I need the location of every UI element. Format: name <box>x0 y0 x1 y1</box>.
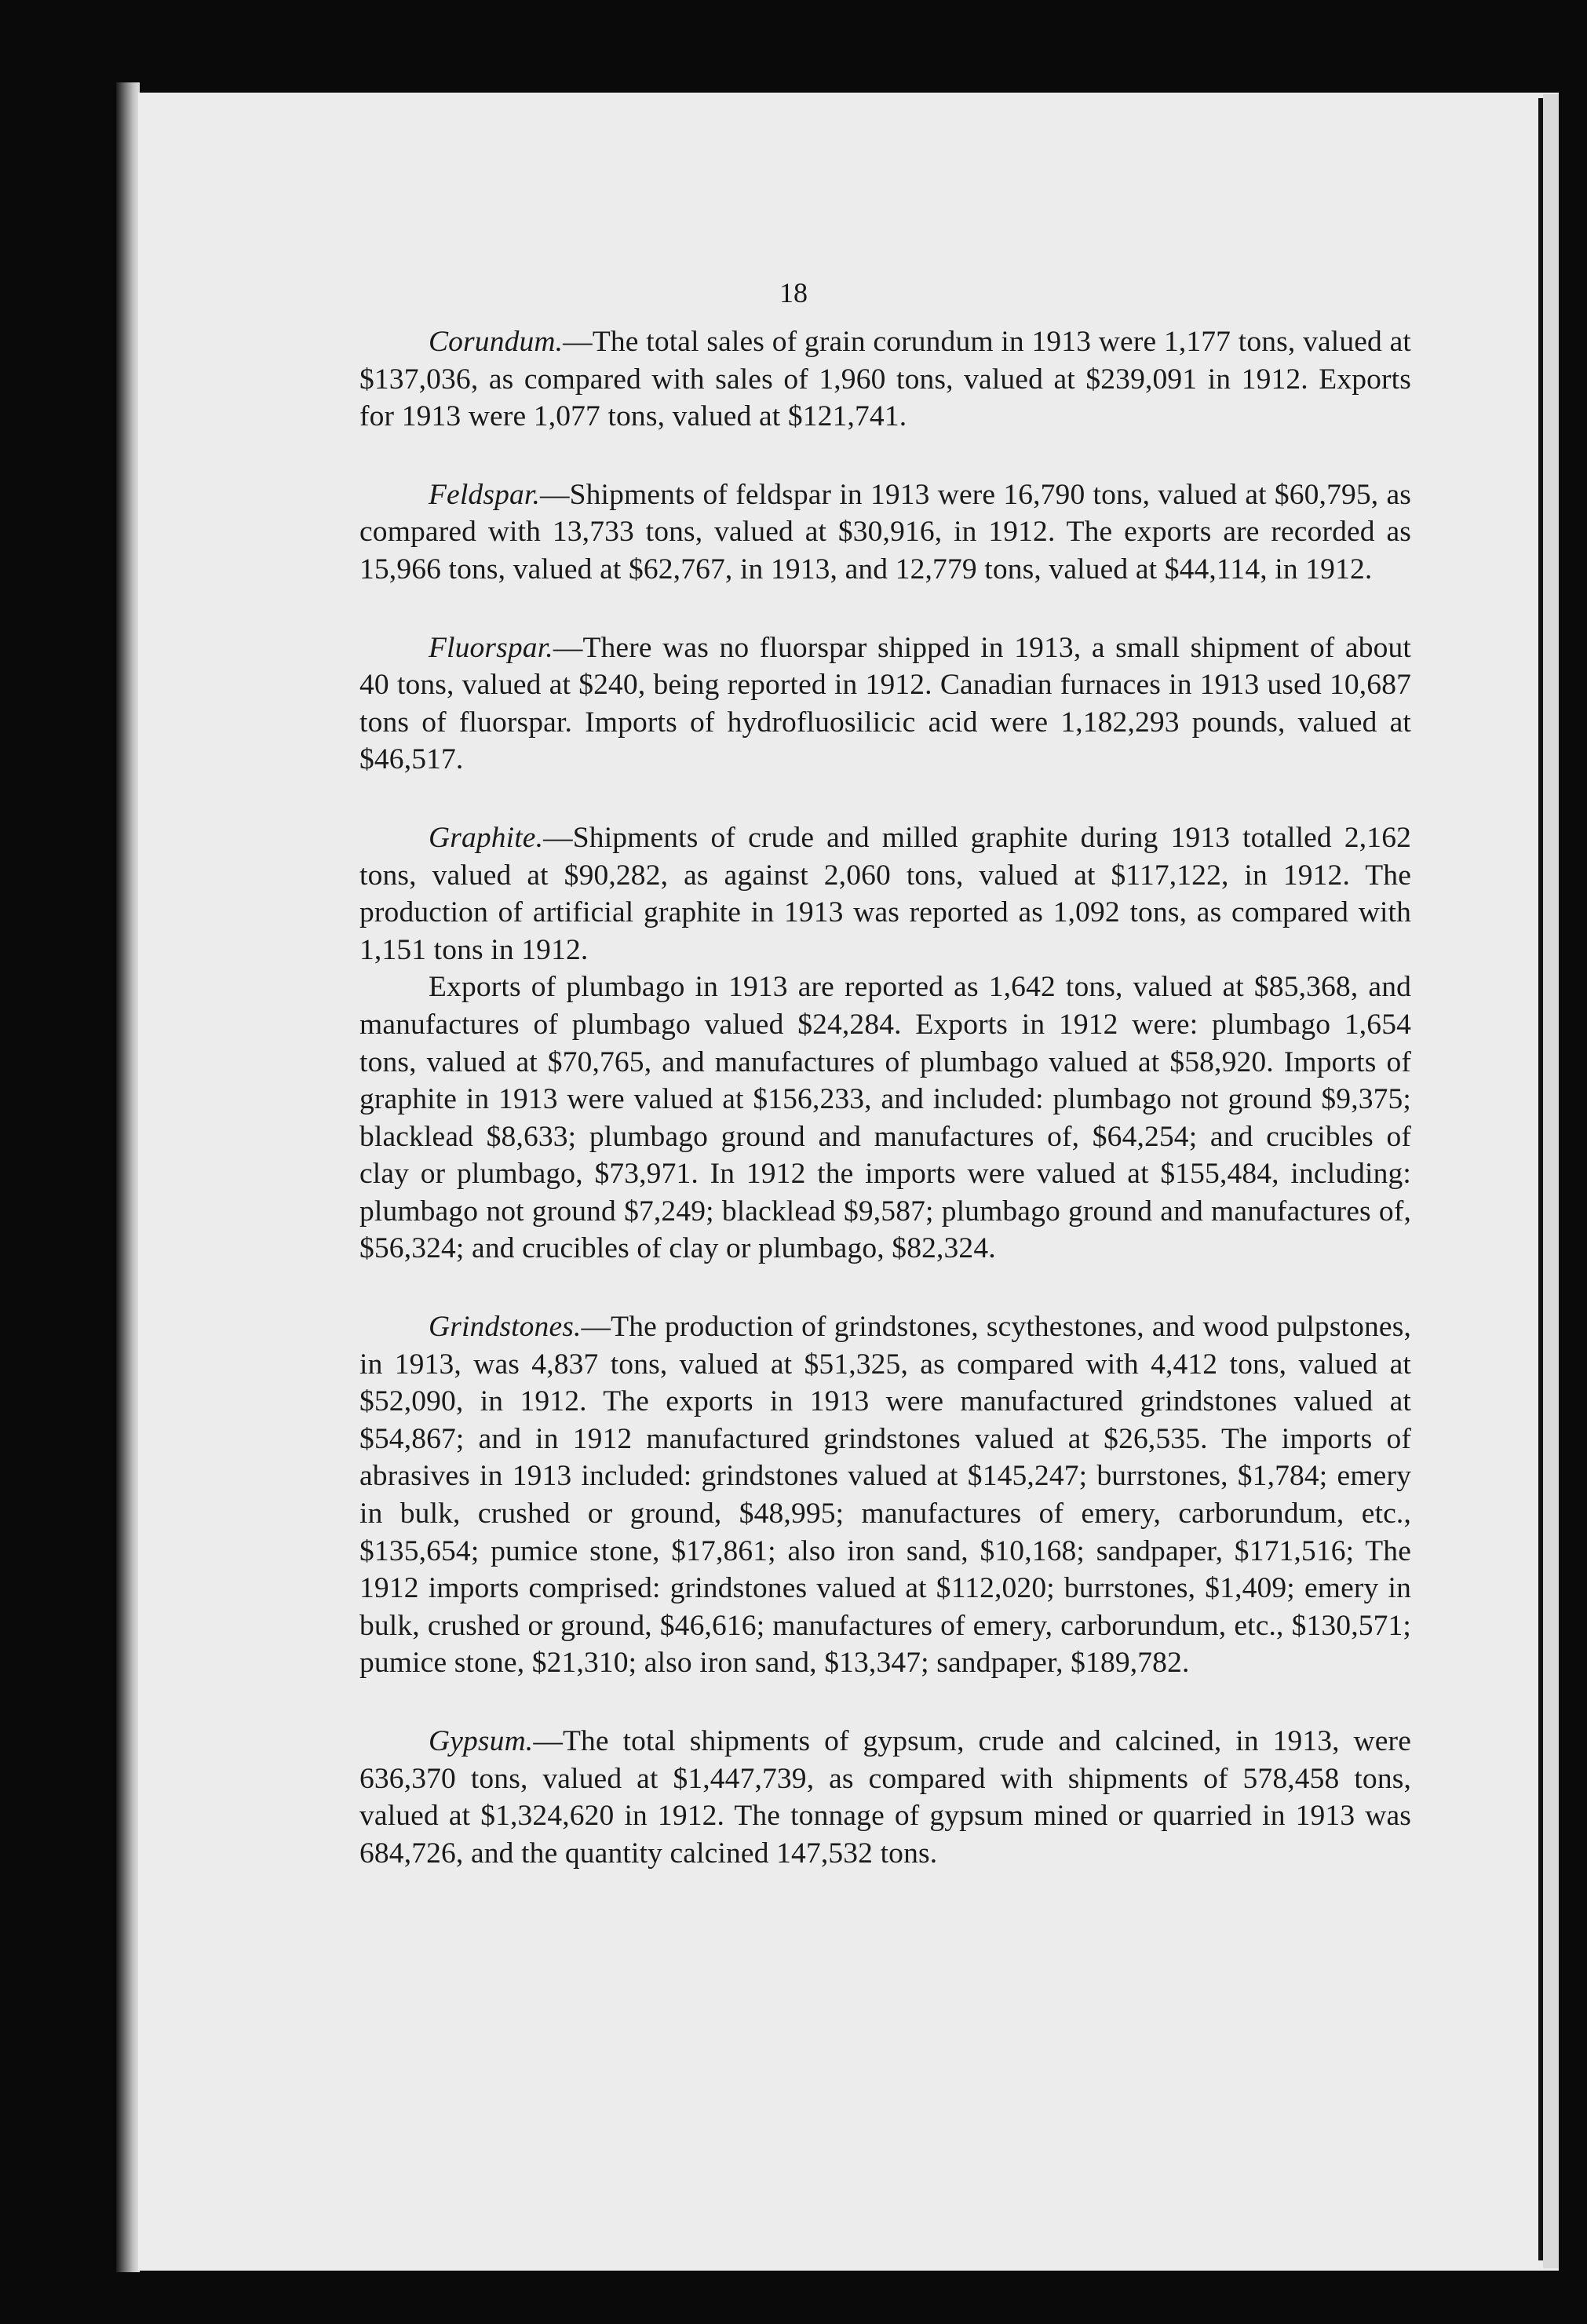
text-grindstones: —The production of grindstones, scythestones, and wood pulpstones, in 1913, was 4,837 tons, valued at $51,325, as compared with 4,412 tons, valued at $52,090, in 1912. The exports in 1913 were manufactured grindstones valued at $54,867; and in 1912 manufactured grindstones valued at $26,535. The imports of abrasives in 1913 included: grindstones valued at $145,247; burrstones, $1,784; emery in bulk, crushed or ground, $48,995; manufactures of emery, carborundum, etc., $135,654; pumice stone, $17,861; also iron sand, $10,168; sandpaper, $171,516; The 1912 imports comprised: grindstones valued at $112,020; burrstones, $1,409; emery in bulk, crushed or ground, $46,616; manufactures of emery, carborundum, etc., $130,571; pumice stone, $21,310; also iron sand, $13,347; sandpaper, $189,782. <box>359 1311 1411 1680</box>
page-number: 18 <box>779 277 808 308</box>
heading-graphite: Graphite. <box>429 821 544 854</box>
paragraph-feldspar <box>359 476 1411 589</box>
scan-left-edge <box>116 82 140 2272</box>
document-body <box>359 323 1411 1872</box>
scan-right-rule <box>1538 98 1543 2260</box>
paragraph-graphite <box>359 819 1411 969</box>
text-graphite: —Shipments of crude and milled graphite during 1913 totalled 2,162 tons, valued at $90,282, as against 2,060 tons, valued at $117,122, in 1912. The production of artificial graphite in 1913 was reported as 1,092 tons, as compared with 1,151 tons in 1912. <box>359 821 1411 966</box>
heading-fluorspar: Fluorspar. <box>429 631 553 664</box>
text-graphite-exports: Exports of plumbago in 1913 are reported as 1,642 tons, valued at $85,368, and manufactures of plumbago valued $24,284. Exports in 1912 were: plumbago 1,654 tons, valued at $70,765, and manufactures of plumbago valued at $58,920. Imports of graphite in 1913 were valued at $156,233, and included: plumbago not ground $9,375; blacklead $8,633; plumbago ground and manufactures of, $64,254; and crucibles of clay or plumbago, $73,971. In 1912 the imports were valued at $155,484, including: plumbago not ground $7,249; blacklead $9,587; plumbago ground and manufactures of, $56,324; and crucibles of clay or plumbago, $82,324. <box>359 971 1411 1265</box>
text-corundum: —The total sales of grain corundum in 1913 were 1,177 tons, valued at $137,036, as compared with sales of 1,960 tons, valued at $239,091 in 1912. Exports for 1913 were 1,077 tons, valued at $121,741. <box>359 326 1411 433</box>
text-fluorspar: —There was no fluorspar shipped in 1913, a small shipment of about 40 tons, valued at $240, being reported in 1912. Canadian furnaces in 1913 used 10,687 tons of fluorspar. Imports of hydrofluosilicic acid were 1,182,293 pounds, valued at $46,517. <box>359 631 1411 776</box>
scan-right-strip <box>1543 94 1559 2268</box>
heading-gypsum: Gypsum. <box>429 1725 534 1757</box>
paragraph-gypsum <box>359 1723 1411 1872</box>
paragraph-fluorspar <box>359 629 1411 779</box>
text-gypsum: —The total shipments of gypsum, crude and calcined, in 1913, were 636,370 tons, valued at $1,447,739, as compared with shipments of 578,458 tons, valued at $1,324,620 in 1912. The tonnage of gypsum mined or quarried in 1913 was 684,726, and the quantity calcined 147,532 tons. <box>359 1725 1411 1870</box>
heading-feldspar: Feldspar. <box>429 478 540 511</box>
paragraph-grindstones <box>359 1308 1411 1682</box>
heading-grindstones: Grindstones. <box>429 1311 582 1344</box>
heading-corundum: Corundum. <box>429 326 564 358</box>
text-feldspar: —Shipments of feldspar in 1913 were 16,790 tons, valued at $60,795, as compared with 13,733 tons, valued at $30,916, in 1912. The exports are recorded as 15,966 tons, valued at $62,767, in 1913, and 12,779 tons, valued at $44,114, in 1912. <box>359 478 1411 586</box>
paragraph-corundum <box>359 323 1411 436</box>
paragraph-graphite-exports <box>359 969 1411 1268</box>
